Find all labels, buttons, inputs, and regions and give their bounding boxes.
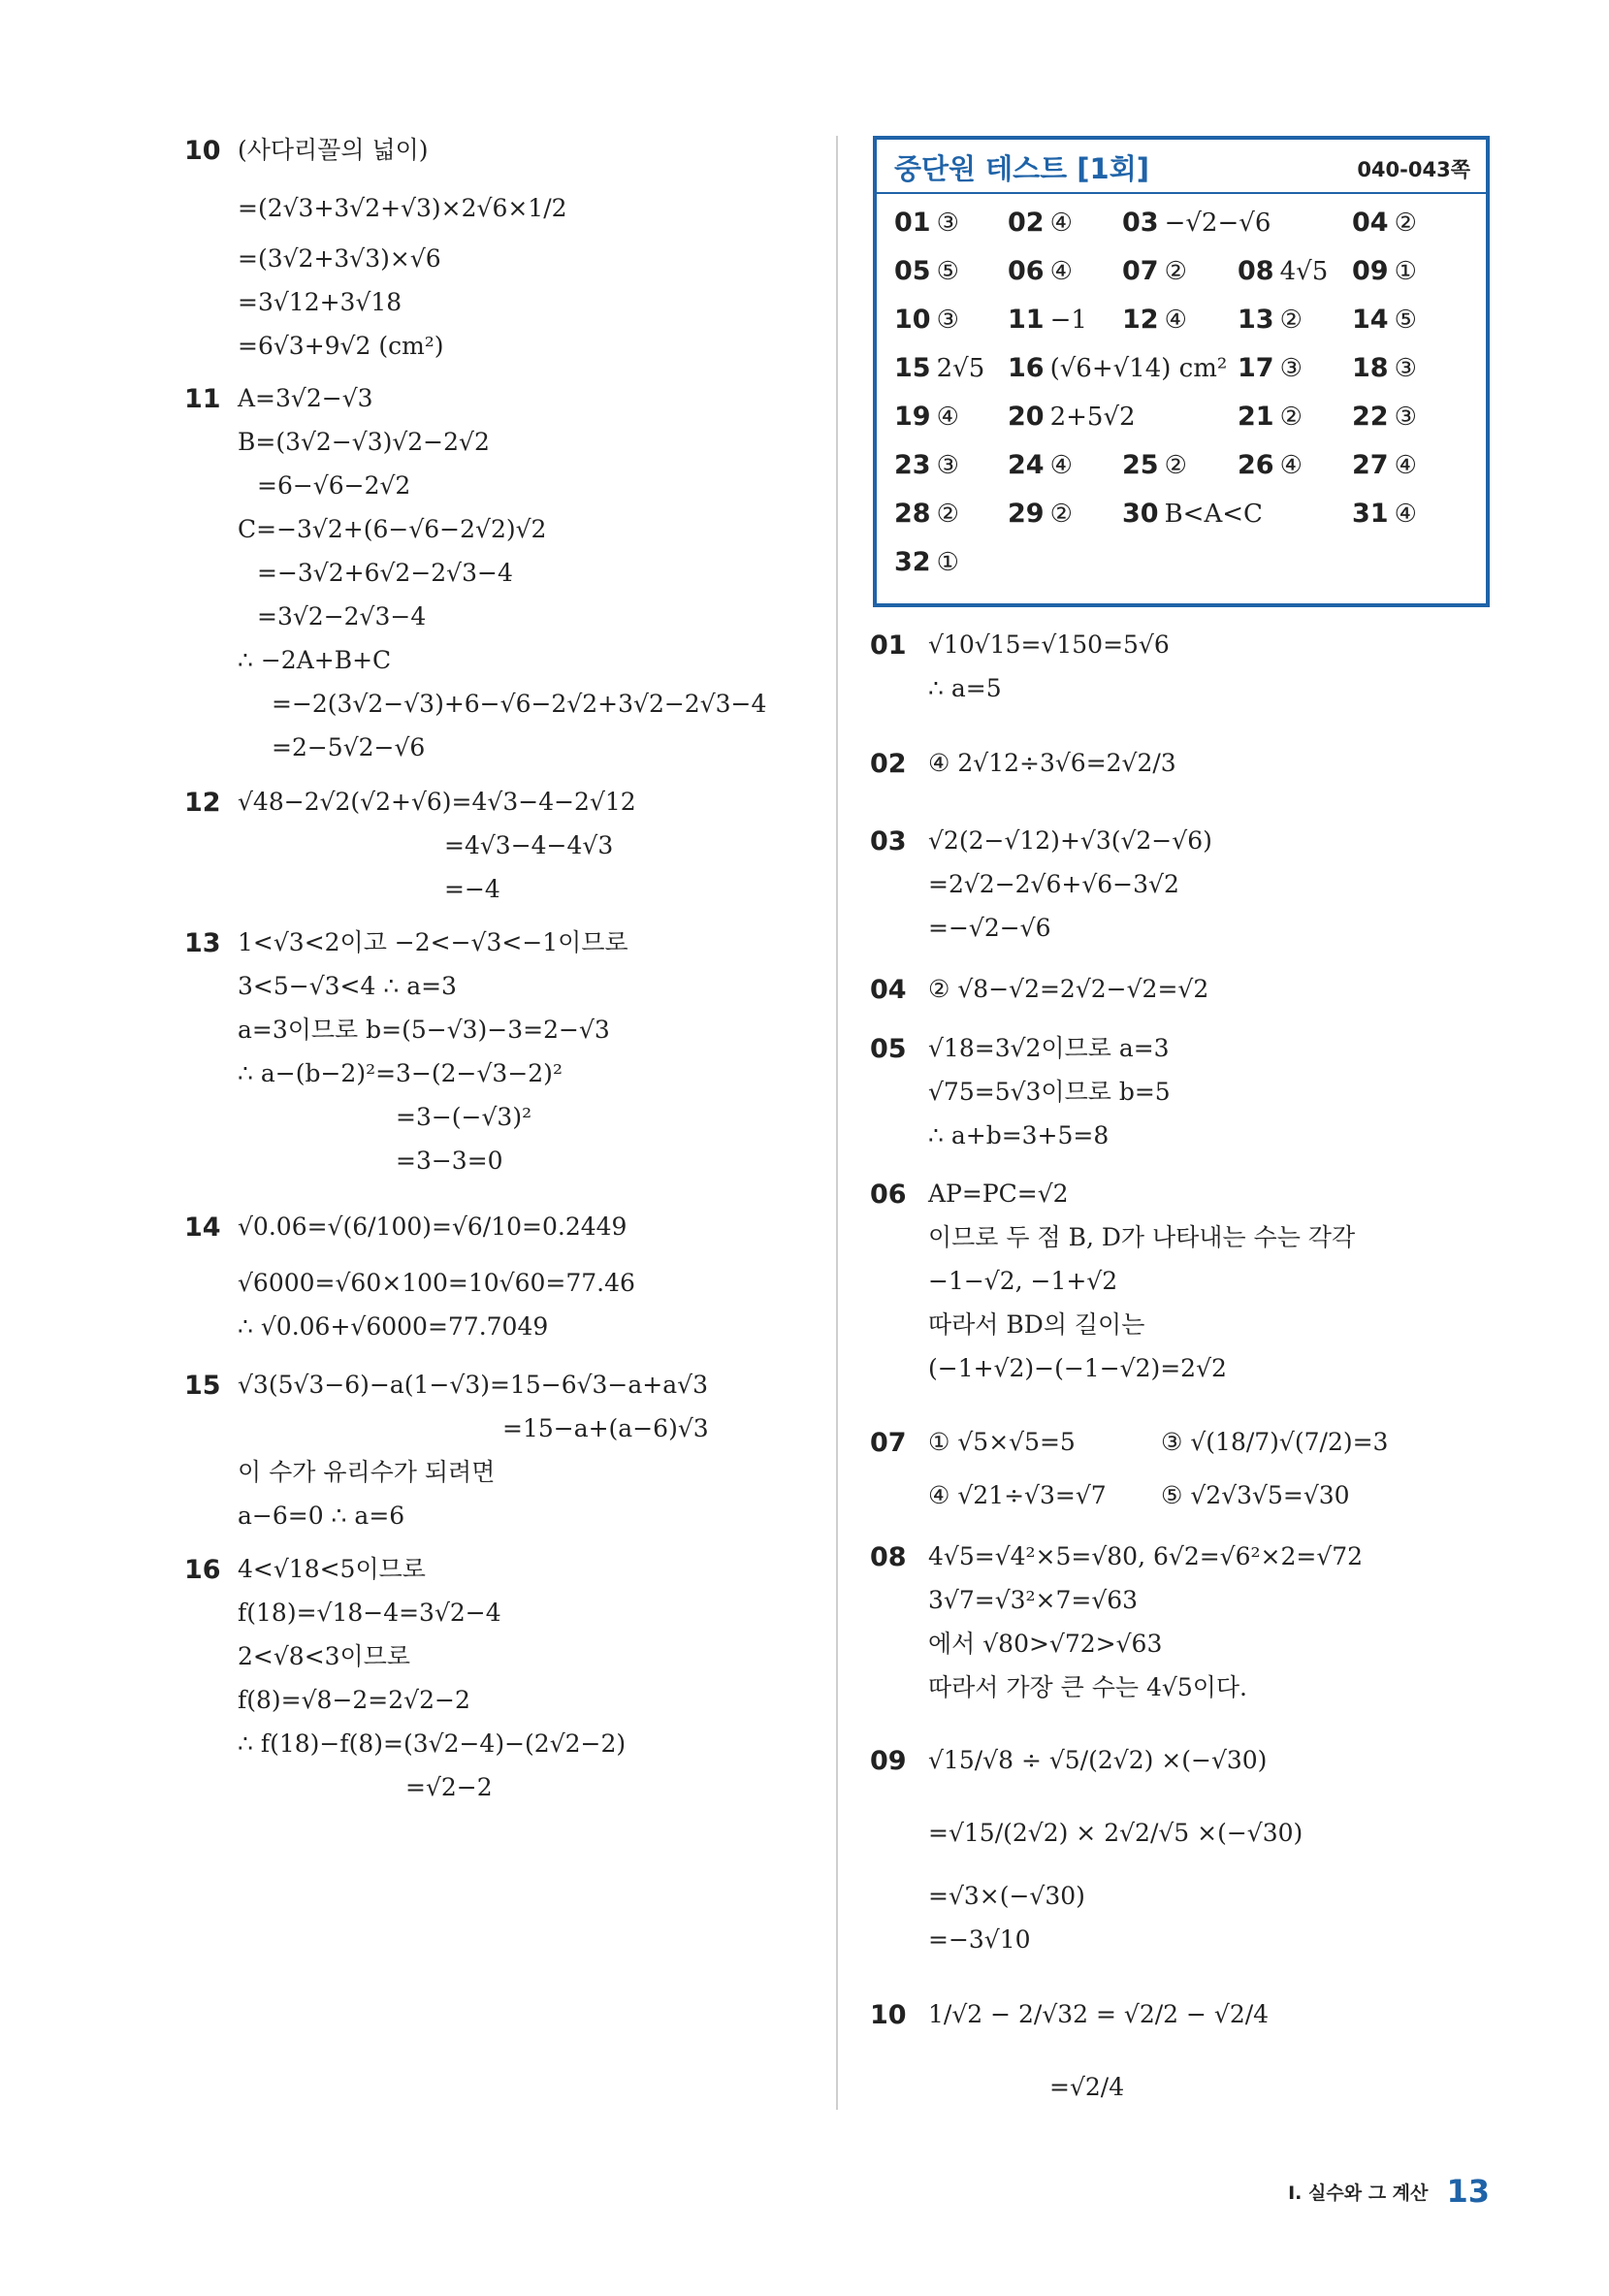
solution-line: 1<√3<2이고 −2<−√3<−1이므로 [238, 928, 628, 956]
solution-line: ∴ √0.06+√6000=77.7049 [238, 1312, 549, 1341]
answer-number: 25 [1122, 450, 1159, 480]
answer-number: 09 [1352, 256, 1389, 286]
answer-number: 27 [1352, 450, 1389, 480]
answer-value: ④ [1394, 451, 1417, 480]
answer-24 [1008, 450, 1073, 480]
solution-line: √18=3√2이므로 a=3 [928, 1034, 1170, 1062]
solution-line: √10√15=√150=5√6 [928, 631, 1170, 659]
solution-line: =6−√6−2√2 [257, 471, 411, 500]
answer-number: 06 [1008, 256, 1045, 286]
answer-28 [894, 499, 959, 529]
solution-line: =√2/4 [1049, 2073, 1125, 2101]
solution-line: =−2(3√2−√3)+6−√6−2√2+3√2−2√3−4 [272, 690, 767, 718]
answer-box-pages: 040-043쪽 [1357, 158, 1470, 181]
answer-13 [1238, 305, 1303, 335]
answer-value: ③ [1279, 354, 1303, 383]
answer-number: 29 [1008, 499, 1045, 529]
answer-value: ④ [1394, 500, 1417, 529]
answer-value: ② [936, 500, 959, 529]
solution-line: ③ √(18/7)√(7/2)=3 [1161, 1428, 1389, 1456]
solution-line: √75=5√3이므로 b=5 [928, 1078, 1171, 1106]
answer-number: 31 [1352, 499, 1389, 529]
answer-value: ③ [936, 209, 959, 238]
answer-number: 14 [1352, 305, 1389, 335]
solution-line: =4√3−4−4√3 [444, 831, 614, 859]
answer-value: ① [1394, 257, 1417, 286]
solution-line: =2−5√2−√6 [272, 733, 426, 761]
solution-line: 3<5−√3<4 ∴ a=3 [238, 972, 457, 1000]
solution-line: ② √8−√2=2√2−√2=√2 [928, 975, 1209, 1003]
answer-31 [1352, 499, 1417, 529]
answer-number: 18 [1352, 353, 1389, 383]
answer-value: (√6+√14) cm² [1049, 354, 1228, 383]
solution-line: =−√2−√6 [928, 914, 1051, 942]
problem-number: 14 [184, 1213, 221, 1243]
answer-number: 23 [894, 450, 931, 480]
answer-number: 08 [1238, 256, 1274, 286]
answer-23 [894, 450, 959, 480]
solution-line: =√3×(−√30) [928, 1882, 1085, 1910]
answer-value: ② [1279, 403, 1303, 432]
problem-number: 10 [870, 2000, 907, 2030]
answer-number: 15 [894, 353, 931, 383]
answer-03 [1122, 208, 1271, 238]
problem-number: 08 [870, 1542, 907, 1572]
answer-value: 4√5 [1279, 257, 1329, 286]
solution-line: ∴ a+b=3+5=8 [928, 1121, 1110, 1149]
solution-line: =√2−2 [405, 1773, 493, 1801]
solution-line: 1/√2 − 2/√32 = √2/2 − √2/4 [928, 2000, 1270, 2028]
solution-line: 따라서 가장 큰 수는 4√5이다. [928, 1673, 1247, 1701]
problem-number: 16 [184, 1555, 221, 1585]
solution-line: =(3√2+3√3)×√6 [238, 244, 441, 273]
answer-value: ② [1049, 500, 1073, 529]
solution-line: ∴ −2A+B+C [238, 646, 392, 674]
answer-number: 24 [1008, 450, 1045, 480]
answer-14 [1352, 305, 1417, 335]
solution-line: 이 수가 유리수가 되려면 [238, 1458, 496, 1486]
solution-line: =(2√3+3√2+√3)×2√6×1/2 [238, 194, 567, 222]
answer-value: ③ [1394, 403, 1417, 432]
answer-value: −1 [1049, 306, 1087, 335]
answer-07 [1122, 256, 1187, 286]
answer-number: 04 [1352, 208, 1389, 238]
solution-line: ⑤ √2√3√5=√30 [1161, 1481, 1350, 1509]
solution-line: 3√7=√3²×7=√63 [928, 1586, 1139, 1614]
answer-05 [894, 256, 959, 286]
answer-number: 28 [894, 499, 931, 529]
solution-line: 4<√18<5이므로 [238, 1555, 426, 1583]
solution-line: =3√12+3√18 [238, 288, 402, 316]
answer-17 [1238, 353, 1303, 383]
answer-value: ① [936, 548, 959, 577]
solution-line: (사다리꼴의 넓이) [238, 136, 429, 164]
answer-box-title: 중단원 테스트 [1회] [894, 152, 1149, 185]
solution-line: ∴ a−(b−2)²=3−(2−√3−2)² [238, 1059, 563, 1087]
answer-10 [894, 305, 959, 335]
answer-value: ② [1164, 451, 1187, 480]
page-footer [1288, 2173, 1490, 2210]
answer-32 [894, 547, 959, 577]
answer-number: 11 [1008, 305, 1045, 335]
solution-line: 이므로 두 점 B, D가 나타내는 수는 각각 [928, 1223, 1356, 1251]
answer-08 [1238, 256, 1328, 286]
answer-29 [1008, 499, 1073, 529]
answer-06 [1008, 256, 1073, 286]
answer-value: ④ [1164, 306, 1187, 335]
answer-value: ④ [1049, 209, 1073, 238]
answer-number: 12 [1122, 305, 1159, 335]
solution-line: a−6=0 ∴ a=6 [238, 1502, 405, 1530]
problem-number: 01 [870, 631, 907, 661]
solution-line: ∴ a=5 [928, 674, 1002, 702]
page-number: 13 [1446, 2173, 1490, 2210]
answer-number: 19 [894, 402, 931, 432]
answer-value: ④ [936, 403, 959, 432]
answer-number: 02 [1008, 208, 1045, 238]
answer-value: ② [1279, 306, 1303, 335]
answer-30 [1122, 499, 1263, 529]
answer-value: ⑤ [936, 257, 959, 286]
answer-16 [1008, 353, 1227, 383]
solution-line: =3√2−2√3−4 [257, 602, 427, 631]
solution-line: =15−a+(a−6)√3 [502, 1414, 709, 1442]
answer-value: ④ [1049, 451, 1073, 480]
answer-20 [1008, 402, 1136, 432]
solution-line: 2<√8<3이므로 [238, 1642, 410, 1670]
answer-number: 03 [1122, 208, 1159, 238]
answer-04 [1352, 208, 1417, 238]
solution-line: √0.06=√(6/100)=√6/10=0.2449 [238, 1213, 628, 1241]
problem-number: 15 [184, 1371, 221, 1401]
answer-value: ④ [1049, 257, 1073, 286]
solution-line: =3−3=0 [396, 1147, 503, 1175]
problem-number: 05 [870, 1034, 907, 1064]
answer-value: 2+5√2 [1049, 403, 1136, 432]
answer-number: 22 [1352, 402, 1389, 432]
problem-number: 04 [870, 975, 907, 1005]
solution-line: f(8)=√8−2=2√2−2 [238, 1686, 470, 1714]
problem-number: 03 [870, 826, 907, 857]
solution-line: 4√5=√4²×5=√80, 6√2=√6²×2=√72 [928, 1542, 1364, 1570]
solution-line: A=3√2−√3 [238, 384, 373, 412]
answer-value: ③ [936, 451, 959, 480]
solution-line: AP=PC=√2 [928, 1180, 1069, 1208]
solution-line: √6000=√60×100=10√60=77.46 [238, 1269, 635, 1297]
solution-line: (−1+√2)−(−1−√2)=2√2 [928, 1354, 1227, 1382]
solution-line: 에서 √80>√72>√63 [928, 1630, 1163, 1658]
answer-number: 21 [1238, 402, 1274, 432]
solution-line: √3(5√3−6)−a(1−√3)=15−6√3−a+a√3 [238, 1371, 708, 1399]
answer-27 [1352, 450, 1417, 480]
answer-value: B<A<C [1164, 500, 1263, 529]
problem-number: 02 [870, 749, 907, 779]
answer-number: 07 [1122, 256, 1159, 286]
answer-number: 10 [894, 305, 931, 335]
answer-value: ③ [1394, 354, 1417, 383]
problem-number: 07 [870, 1428, 907, 1458]
problem-number: 09 [870, 1746, 907, 1776]
solution-line: C=−3√2+(6−√6−2√2)√2 [238, 515, 547, 543]
answer-number: 32 [894, 547, 931, 577]
answer-11 [1008, 305, 1087, 335]
solution-line: =−4 [444, 875, 500, 903]
solution-line: =2√2−2√6+√6−3√2 [928, 870, 1179, 898]
solution-line: f(18)=√18−4=3√2−4 [238, 1599, 501, 1627]
answer-value: ③ [936, 306, 959, 335]
answer-value: 2√5 [936, 354, 985, 383]
answer-number: 26 [1238, 450, 1274, 480]
answer-26 [1238, 450, 1303, 480]
solution-line: 따라서 BD의 길이는 [928, 1310, 1145, 1339]
solution-line: ① √5×√5=5 [928, 1428, 1076, 1456]
column-divider [836, 136, 838, 2110]
answer-15 [894, 353, 984, 383]
answer-number: 16 [1008, 353, 1045, 383]
answer-value: ② [1164, 257, 1187, 286]
answer-25 [1122, 450, 1187, 480]
problem-number: 11 [184, 384, 221, 414]
answer-number: 05 [894, 256, 931, 286]
solution-line: −1−√2, −1+√2 [928, 1267, 1118, 1295]
answer-number: 01 [894, 208, 931, 238]
solution-line: =√15/(2√2) × 2√2/√5 ×(−√30) [928, 1819, 1303, 1847]
answer-12 [1122, 305, 1187, 335]
problem-number: 10 [184, 136, 221, 166]
answer-value: −√2−√6 [1164, 209, 1271, 238]
answer-number: 17 [1238, 353, 1274, 383]
solution-line: ∴ f(18)−f(8)=(3√2−4)−(2√2−2) [238, 1730, 627, 1758]
answer-02 [1008, 208, 1073, 238]
answer-value: ② [1394, 209, 1417, 238]
answer-18 [1352, 353, 1417, 383]
solution-line: √2(2−√12)+√3(√2−√6) [928, 826, 1212, 855]
answer-22 [1352, 402, 1417, 432]
answer-09 [1352, 256, 1417, 286]
answer-box-header [877, 140, 1486, 194]
problem-number: 12 [184, 788, 221, 818]
answer-number: 20 [1008, 402, 1045, 432]
solution-line: B=(3√2−√3)√2−2√2 [238, 428, 490, 456]
solution-line: =−3√10 [928, 1925, 1031, 1954]
answer-number: 30 [1122, 499, 1159, 529]
solution-line: =6√3+9√2 (cm²) [238, 332, 444, 360]
footer-section: I. 실수와 그 계산 [1288, 2182, 1429, 2204]
answer-box [873, 136, 1490, 607]
solution-line: =3−(−√3)² [396, 1103, 532, 1131]
solution-line: ④ √21÷√3=√7 [928, 1481, 1107, 1509]
answer-value: ⑤ [1394, 306, 1417, 335]
answer-number: 13 [1238, 305, 1274, 335]
problem-number: 13 [184, 928, 221, 958]
solution-line: ④ 2√12÷3√6=2√2/3 [928, 749, 1176, 777]
problem-number: 06 [870, 1180, 907, 1210]
solution-line: √15/√8 ÷ √5/(2√2) ×(−√30) [928, 1746, 1268, 1774]
answer-01 [894, 208, 959, 238]
answer-value: ④ [1279, 451, 1303, 480]
answer-21 [1238, 402, 1303, 432]
solution-line: √48−2√2(√2+√6)=4√3−4−2√12 [238, 788, 636, 816]
answer-19 [894, 402, 959, 432]
solution-line: =−3√2+6√2−2√3−4 [257, 559, 513, 587]
solution-line: a=3이므로 b=(5−√3)−3=2−√3 [238, 1016, 610, 1044]
